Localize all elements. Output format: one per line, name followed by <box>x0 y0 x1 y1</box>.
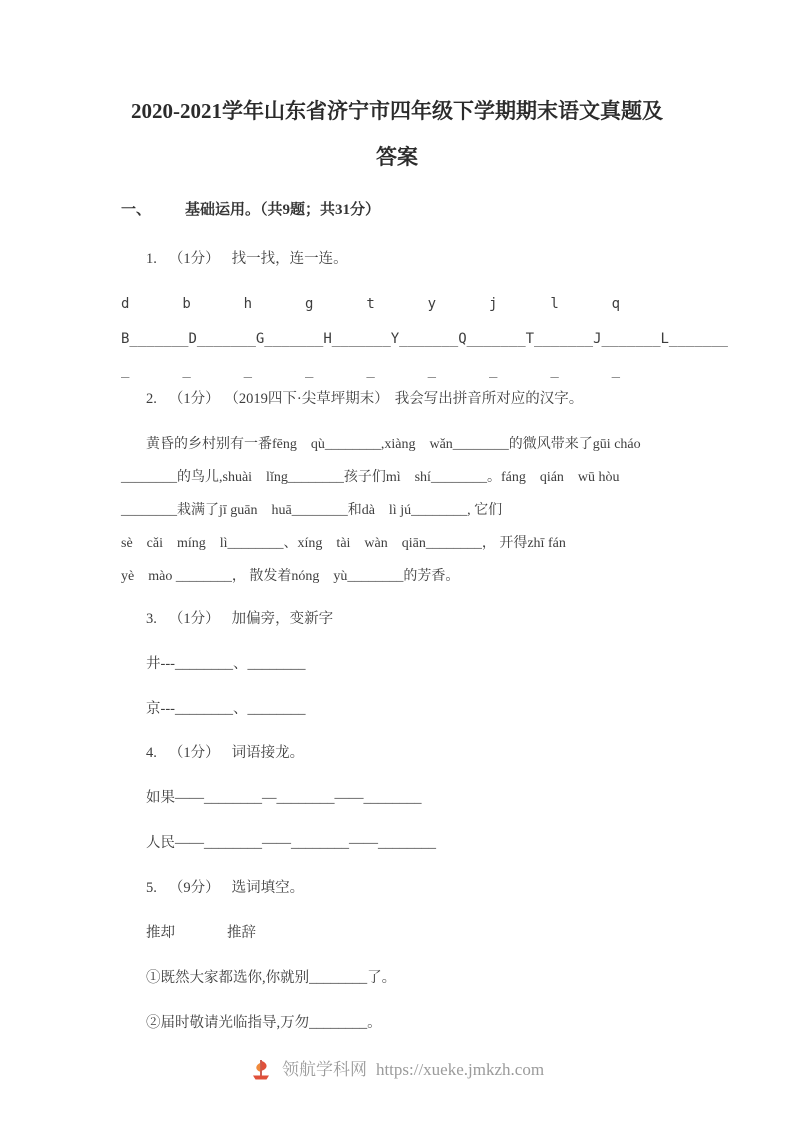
question-2-number: 2. <box>146 391 157 407</box>
question-2 <box>121 390 673 593</box>
q1-wrap-mark-cell: _ <box>121 362 130 378</box>
q5-item-line: ①既然大家都选你,你就别________了。 <box>146 970 397 986</box>
q1-lowercase-letter-cell: g <box>304 296 314 312</box>
question-4-score: （1分） <box>168 745 220 761</box>
q1-lowercase-letter-cell: q <box>611 296 621 312</box>
question-5-heading <box>146 879 673 898</box>
q5-item-line: ②届时敬请光临指导,万勿________。 <box>146 1015 382 1031</box>
q2-passage-line: ________的鸟儿,shuài lǐng________孩子们mì shí________。fáng qián wū hòu <box>121 470 620 485</box>
q1-uppercase-blank-cell: G_______ <box>255 331 324 347</box>
q3-answer-line: 京---________、________ <box>146 701 306 717</box>
question-3-score: （1分） <box>168 611 220 627</box>
section-meta: （共9题；共31分） <box>260 202 381 218</box>
page-title <box>121 88 673 180</box>
q2-passage-line: ________栽满了jī guān huā________和dà lì jú________, 它们 <box>121 503 503 518</box>
q5-word-option-2: 推辞 <box>227 925 256 941</box>
q1-lowercase-letter-row <box>121 295 673 313</box>
q1-lowercase-letter-cell: y <box>427 296 437 312</box>
question-1-score: （1分） <box>168 251 220 267</box>
question-5-score: （9分） <box>168 880 220 896</box>
q1-lowercase-letter-cell: d <box>121 296 130 312</box>
question-2-source: （2019四下·尖草坪期末） <box>231 391 389 407</box>
question-2-score: （1分） <box>168 391 220 407</box>
q1-uppercase-blank-cell: Y_______ <box>390 331 459 347</box>
q1-wrap-mark-cell: _ <box>427 362 437 378</box>
page-title-line-1: 2020-2021学年山东省济宁市四年级下学期期末语文真题及 <box>131 99 663 123</box>
page-title-line-2: 答案 <box>376 145 418 169</box>
question-3 <box>121 610 673 719</box>
footer-site-name: 领航学科网 <box>281 1060 367 1079</box>
q5-items <box>146 969 673 1033</box>
q3-answer-lines <box>146 655 673 719</box>
question-3-text: 加偏旁，变新字 <box>231 611 334 627</box>
q1-uppercase-blank-cell: H_______ <box>323 331 391 347</box>
q2-passage-line: yè mào ________， 散发着nóng yù________的芳香。 <box>121 569 460 584</box>
question-3-number: 3. <box>146 611 157 627</box>
q1-wrap-mark-cell: _ <box>304 362 314 378</box>
section-title: 基础运用。 <box>185 202 261 218</box>
q1-wrap-mark-cell: _ <box>366 362 375 378</box>
question-5-number: 5. <box>146 880 157 896</box>
q1-uppercase-blank-cell: D_______ <box>188 331 256 347</box>
q1-uppercase-blank-cell: T_______ <box>525 331 594 347</box>
question-4 <box>121 744 673 853</box>
q3-answer-line: 井---________、________ <box>146 656 306 672</box>
q1-lowercase-letter-cell: h <box>243 296 253 312</box>
q2-passage-line: sè cǎi míng lì________、xíng tài wàn qiān________， 开得zhī fán <box>121 536 566 551</box>
q1-lowercase-letter-cell: j <box>488 296 498 312</box>
q1-lowercase-letter-cell: b <box>182 296 191 312</box>
q4-answer-lines <box>146 789 673 853</box>
question-2-heading <box>146 390 673 409</box>
q1-uppercase-blank-row <box>121 330 728 348</box>
question-3-heading <box>146 610 673 629</box>
q1-uppercase-blank-cell: B_______ <box>121 331 189 347</box>
q1-lowercase-letter-cell: t <box>366 296 375 312</box>
q1-wrap-mark-row <box>121 361 673 379</box>
question-5-text: 选词填空。 <box>231 880 305 896</box>
question-5 <box>121 879 673 1033</box>
q1-wrap-mark-cell: _ <box>488 362 498 378</box>
q1-wrap-mark-cell: _ <box>550 362 559 378</box>
question-1-text: 找一找，连一连。 <box>231 251 348 267</box>
question-1-heading <box>146 250 673 269</box>
q5-word-option-1: 推却 <box>146 925 175 941</box>
footer-logo-icon <box>249 1058 273 1082</box>
q1-uppercase-blank-cell: Q_______ <box>458 331 526 347</box>
q1-lowercase-letter-cell: l <box>550 296 559 312</box>
footer-watermark <box>0 1058 793 1082</box>
q4-answer-line: 人民——________——________——________ <box>146 835 436 851</box>
question-1 <box>121 250 728 379</box>
q1-wrap-mark-cell: _ <box>611 362 621 378</box>
q4-answer-line: 如果——________—________——________ <box>146 790 422 806</box>
q1-uppercase-blank-cell: J_______ <box>593 331 661 347</box>
question-1-number: 1. <box>146 251 157 267</box>
question-4-heading <box>146 744 673 763</box>
q1-wrap-mark-cell: _ <box>182 362 191 378</box>
footer-url: https://xueke.jmkzh.com <box>375 1060 545 1079</box>
question-2-text: 我会写出拼音所对应的汉字。 <box>394 391 584 407</box>
q5-word-options <box>146 924 673 943</box>
q2-pinyin-passage <box>121 428 673 593</box>
section-number: 一、 <box>121 202 152 218</box>
q2-passage-line: 黄昏的乡村别有一番fēng qù________,xiàng wǎn________的微风带来了gūi cháo <box>146 437 641 452</box>
q1-wrap-mark-cell: _ <box>243 362 253 378</box>
q1-uppercase-blank-cell: L_______ <box>660 331 728 347</box>
question-4-text: 词语接龙。 <box>231 745 305 761</box>
question-4-number: 4. <box>146 745 157 761</box>
section-heading <box>121 200 673 220</box>
